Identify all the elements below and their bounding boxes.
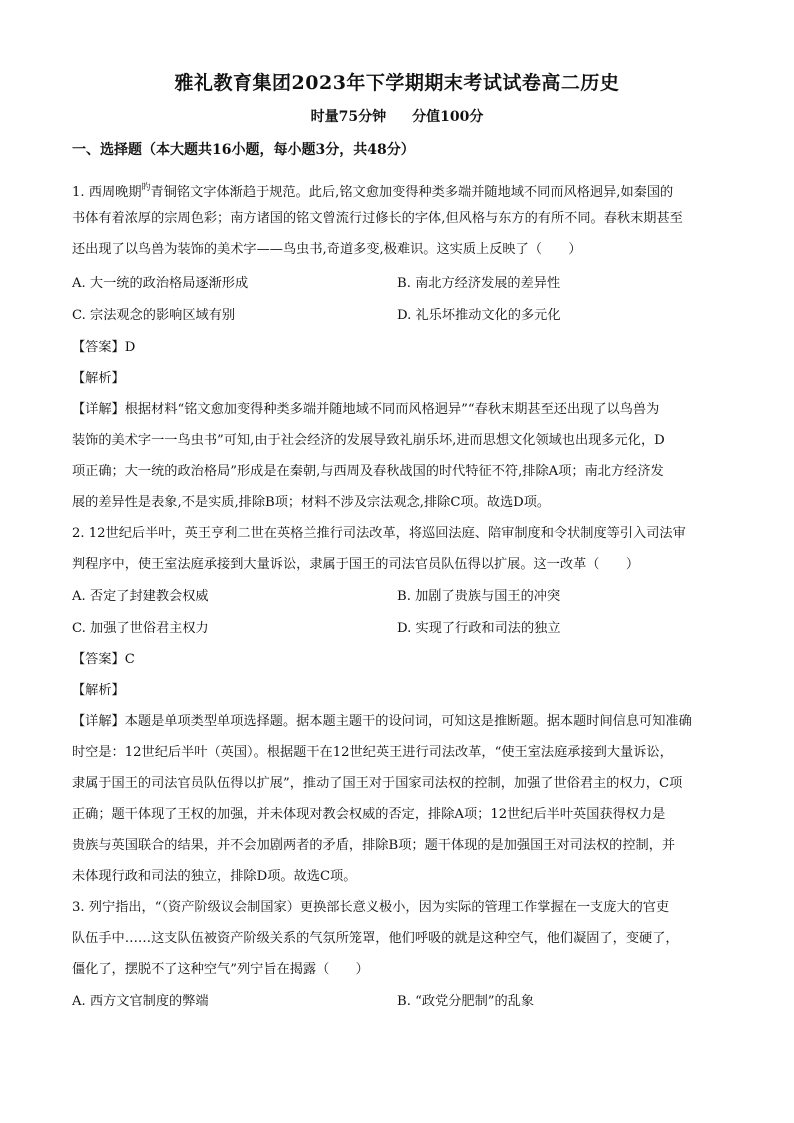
q1-detail-line: 展的差异性是表象,不是实质,排除B项；材料不涉及宗法观念,排除C项。故选D项。	[72, 495, 551, 510]
q3-stem-line: 3. 列宁指出，“（资产阶级议会制国家）更换部长意义极小，因为实际的管理工作掌握在一支庞大的官吏	[72, 900, 670, 915]
page-title: 雅礼教育集团2023年下学期期末考试试卷高二历史	[174, 72, 620, 94]
q1-option-d: D. 礼乐坏推动文化的多元化	[397, 308, 561, 323]
q2-stem-line: 判程序中，使王室法庭承接到大量诉讼，隶属于国王的司法官员队伍得以扩展。这一改革（ ）	[72, 557, 640, 572]
q3-option-b: B. “政党分肥制”的乱象	[397, 994, 535, 1009]
q2-detail-line: 【详解】本题是单项类型单项选择题。据本题主题干的设问词，可知这是推断题。据本题时间信息可知准确	[72, 714, 692, 729]
q1-detail-line: 项正确；大一统的政治格局”形成是在秦朝,与西周及春秋战国的时代特征不符,排除A项；南北方经济发	[72, 464, 664, 479]
q2-detail-line: 未体现行政和司法的独立，排除D项。故选C项。	[72, 869, 357, 884]
section-heading: 一、选择题（本大题共16小题，每小题3分，共48分）	[72, 142, 415, 158]
q1-number: 1. 西周晚期	[72, 185, 142, 200]
q1-detail-line: 【详解】根据材料“铭文愈加变得种类多端并随地域不同而风格迥异”“春秋末期甚至还出现了以鸟兽为	[72, 402, 660, 417]
q2-answer: 【答案】C	[72, 652, 135, 667]
q2-detail-line: 隶属于国王的司法官员队伍得以扩展”，推动了国王对于国家司法权的控制，加强了世俗君主的权力，C项	[72, 776, 683, 791]
q1-stem-line: 还出现了以鸟兽为装饰的美术字——鸟虫书,奇道多变,极难识。这实质上反映了（ ）	[72, 242, 582, 257]
q2-detail-line: 正确；题干体现了王权的加强，并未体现对教会权威的否定，排除A项；12世纪后半叶英国获得权力是	[72, 807, 666, 822]
q1-stem-line: 书体有着浓厚的宗周色彩；南方诸国的铭文曾流行过修长的字体,但风格与东方的有所不同。春秋末期甚至	[72, 211, 683, 226]
q2-analysis-label: 【解析】	[72, 683, 125, 698]
q2-option-d: D. 实现了行政和司法的独立	[397, 621, 561, 636]
q1-stem-line	[72, 178, 724, 203]
q2-option-b: B. 加剧了贵族与国王的冲突	[397, 589, 561, 604]
q2-stem-line: 2. 12世纪后半叶，英王亨利二世在英格兰推行司法改革，将巡回法庭、陪审制度和令状制度等引入司法审	[72, 526, 686, 541]
q1-option-a: A. 大一统的政治格局逐渐形成	[72, 276, 249, 291]
exam-meta	[0, 106, 794, 126]
q2-option-a: A. 否定了封建教会权威	[72, 589, 209, 604]
q1-answer: 【答案】D	[72, 340, 136, 355]
q1-stem-text: 青铜铭文字体渐趋于规范。此后,铭文愈加变得种类多端并随地域不同而风格迥异,如秦国的	[150, 185, 674, 200]
exam-total-score: 分值100分	[412, 109, 484, 125]
q1-option-b: B. 南北方经济发展的差异性	[397, 276, 561, 291]
q3-option-a: A. 西方文官制度的弊端	[72, 994, 209, 1009]
q3-stem-line: 僵化了，摆脱不了这种空气”列宁旨在揭露（ ）	[72, 962, 369, 977]
q2-detail-line: 时空是：12世纪后半叶（英国）。根据题干在12世纪英王进行司法改革，“使王室法庭承接到大量诉讼，	[72, 745, 673, 760]
q1-detail-line: 装饰的美术字一一鸟虫书”可知,由于社会经济的发展导致礼崩乐坏,进而思想文化领域也出现多元化，D	[72, 433, 665, 448]
q2-detail-line: 贵族与英国联合的结果，并不会加剧两者的矛盾，排除B项；题干体现的是加强国王对司法权的控制，并	[72, 838, 676, 853]
q2-option-c: C. 加强了世俗君主权力	[72, 621, 209, 636]
q1-superscript: 旳	[141, 183, 151, 193]
q1-option-c: C. 宗法观念的影响区域有别	[72, 308, 236, 323]
q1-analysis-label: 【解析】	[72, 371, 125, 386]
exam-duration: 时量75分钟	[310, 109, 387, 125]
q3-stem-line: 队伍手中……这支队伍被资产阶级关系的气氛所笼罩，他们呼吸的就是这种空气，他们凝固了，变硬了，	[72, 931, 679, 946]
